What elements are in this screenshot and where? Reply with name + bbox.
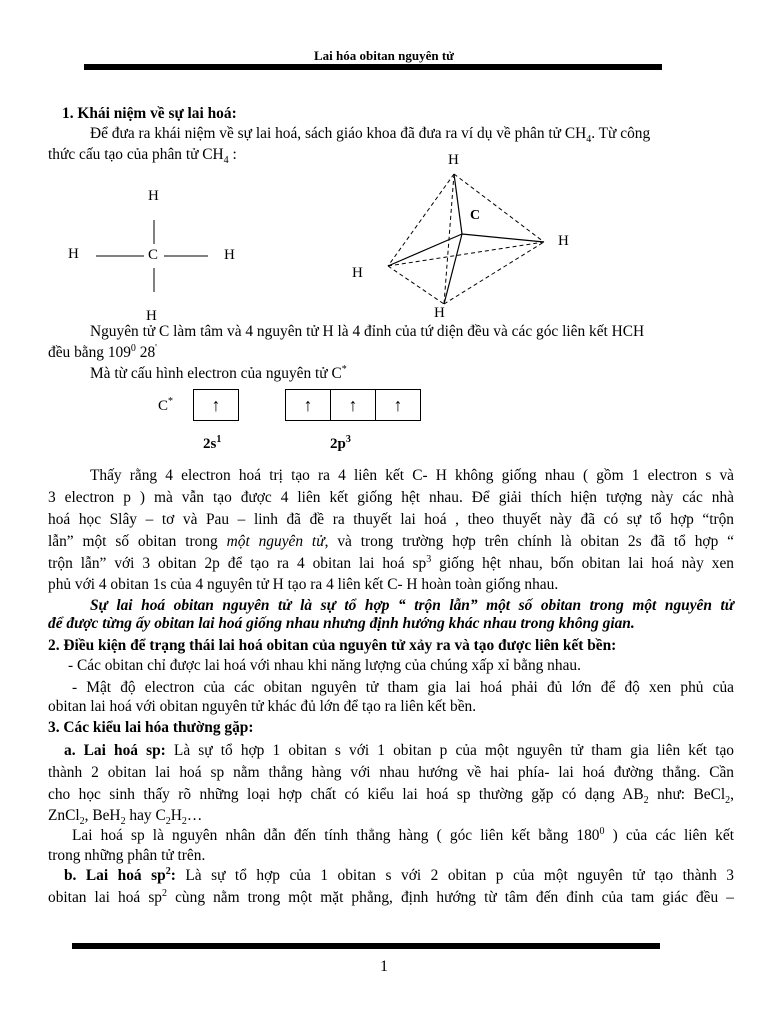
- tetrahedron-diagram: [370, 160, 570, 310]
- config-line: Mà từ cấu hình electron của nguyên tử C*: [90, 363, 347, 382]
- definition-line2: để được từng ấy obitan lai hoá giống nhau nhưng định hướng khác nhau trong không gian.: [48, 615, 635, 632]
- sp-para2-line2: trong những phân tử trên.: [48, 847, 206, 864]
- section2-bullet1: - Các obitan chỉ được lai hoá với nhau khi năng lượng của chúng xấp xỉ bằng nhau.: [68, 657, 581, 674]
- hybrid-line2: 3 electron p ) mà vẫn tạo được 4 liên kết giống hệt nhau. Để giải thích hiện tượng này các nhà: [48, 489, 734, 506]
- orbital-2s-label: $2s^1$: [203, 434, 222, 452]
- tetra-c-center: C: [470, 208, 481, 223]
- orbital-2p-box: [285, 389, 421, 421]
- up-arrow-icon: ↑: [331, 390, 376, 420]
- section3-heading: 3. Các kiểu lai hóa thường gặp:: [48, 719, 254, 736]
- sp2-line1: b. Lai hoá $sp^2$: Là sự tổ hợp của 1 obitan s với 2 obitan p của một nguyên tử tạo thành 3: [64, 865, 734, 884]
- hybrid-line3: hoá học Slây – tơ và Pau – linh đã đề ra thuyết lai hoá , theo thuyết này đã có sự tổ hợp “trộn: [48, 511, 734, 528]
- section2-heading: 2. Điều kiện để trạng thái lai hoá obitan của nguyên tử xảy ra và tạo được liên kết bền:: [48, 637, 617, 654]
- formula-h-bottom: H: [146, 308, 157, 324]
- sp-line3: cho học sinh thấy rõ những loại hợp chất có kiểu lai hoá sp thường gặp có dạng $AB_2$ như: BeCl$_2$,: [48, 786, 734, 807]
- header-rule: [84, 64, 662, 70]
- page-header-title: Lai hóa obitan nguyên tử: [313, 48, 454, 63]
- tetra-h-top: H: [448, 152, 459, 168]
- angle-line1: Nguyên tử C làm tâm và 4 nguyên tử H là 4 đỉnh của tứ diện đều và các góc liên kết HCH: [90, 323, 645, 340]
- hybrid-line1: Thấy rằng 4 electron hoá trị tạo ra 4 liên kết C- H không giống nhau ( gồm 1 electron s và: [90, 467, 734, 484]
- formula-c-center: C: [148, 247, 159, 263]
- sp-line4: ZnCl$_2$, BeH$_2$ hay $C_2H_2\dots$: [48, 807, 203, 828]
- orbital-2s-box: [193, 389, 239, 421]
- formula-h-right: H: [224, 247, 235, 263]
- up-arrow-icon: ↑: [286, 390, 331, 420]
- section2-bullet2-line2: obitan lai hoá với obitan nguyên tử khác đủ lớn để tạo ra liên kết bền.: [48, 698, 477, 715]
- sp-line2: thành 2 obitan lai hoá sp nằm thẳng hàng với nhau hướng về hai phía- lai hoá đường thẳng. Cần: [48, 764, 734, 781]
- up-arrow-icon: ↑: [211, 394, 221, 415]
- formula-h-top: H: [148, 188, 159, 204]
- section1-heading: 1. Khái niệm về sự lai hoá:: [62, 105, 237, 122]
- section1-intro-line1: Để đưa ra khái niệm về sự lai hoá, sách giáo khoa đã đưa ra ví dụ về phân tử $CH_4$. Từ công: [90, 125, 651, 146]
- sp2-line2: obitan lai hoá $sp^2$ cùng nằm trong một mặt phẳng, định hướng từ tâm đến đỉnh của tam giác đều –: [48, 887, 734, 906]
- hybrid-line4: lẫn” một số obitan trong một nguyên tử, và trong trường hợp trên chính là obitan 2s đã tổ hợp “: [48, 533, 734, 550]
- formula-h-left: H: [68, 246, 79, 262]
- hybrid-line5: trộn lẫn” với 3 obitan 2p để tạo ra 4 obitan lai hoá $sp^3$ giống hệt nhau, bốn obitan lai hoá này xen: [48, 553, 734, 572]
- sp-line1: a. Lai hoá sp: Là sự tổ hợp 1 obitan s với 1 obitan p của một nguyên tử tham gia liên kết tạo: [64, 742, 734, 759]
- sp-para2-line1: Lai hoá sp là nguyên nhân dẫn đến tính thẳng hàng ( góc liên kết bằng $180^0$ ) của các liên kết: [72, 825, 734, 844]
- angle-line2: đều bằng $109^0$ 28': [48, 342, 157, 361]
- page-number: 1: [380, 958, 388, 975]
- hybrid-line6: phủ với 4 obitan 1s của 4 nguyên tử H tạo ra 4 liên kết C- H hoàn toàn giống nhau.: [48, 576, 559, 593]
- section1-intro-line2: thức cấu tạo của phân tử $CH_4$ :: [48, 146, 237, 167]
- footer-rule: [72, 943, 660, 949]
- definition-line1: Sự lai hoá obitan nguyên tử là sự tổ hợp “ trộn lẫn” một số obitan trong một nguyên tử: [90, 597, 734, 614]
- orbital-atom-label: C*: [158, 396, 174, 414]
- tetra-h-bottom: H: [434, 305, 445, 321]
- tetra-h-left: H: [352, 265, 363, 281]
- orbital-2p-label: $2p^3$: [330, 434, 351, 452]
- up-arrow-icon: ↑: [393, 394, 403, 415]
- tetra-h-right: H: [558, 233, 569, 249]
- section2-bullet2-line1: - Mật độ electron của các obitan nguyên tử tham gia lai hoá phải đủ lớn để độ xen phủ của: [72, 679, 734, 696]
